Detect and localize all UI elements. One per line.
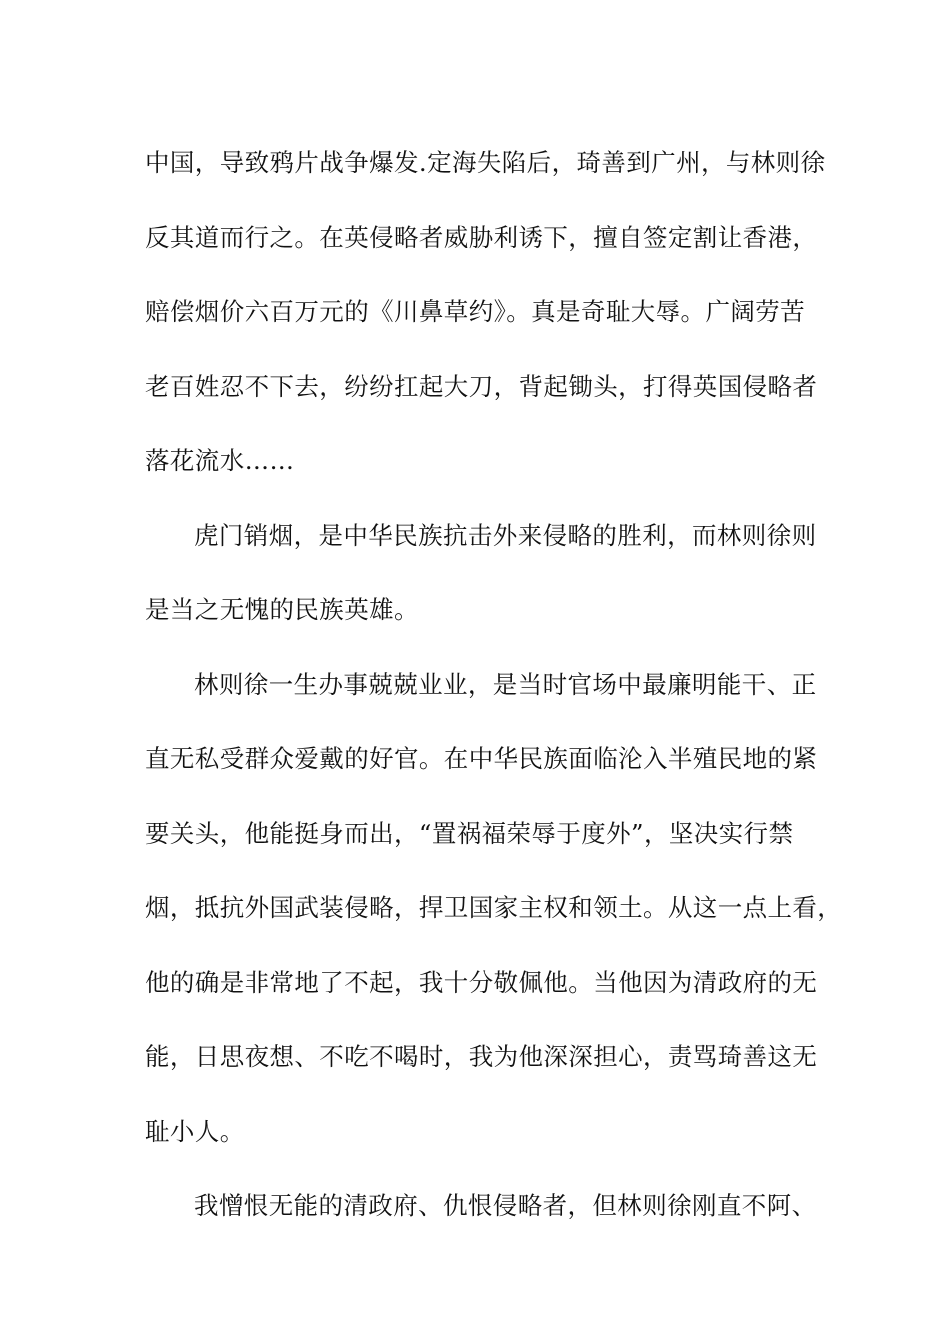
text-line: 能，日思夜想、不吃不喝时，我为他深深担心，责骂琦善这无 [145,1042,818,1071]
text-line: 反其道而行之。在英侵略者威胁利诱下，擅自签定割让香港， [145,222,818,252]
paragraph-first-line: 林则徐一生办事兢兢业业，是当时官场中最廉明能干、正 [194,669,817,699]
text-line: 直无私受群众爱戴的好官。在中华民族面临沦入半殖民地的紧 [145,744,818,773]
text-line: 他的确是非常地了不起，我十分敬佩他。当他因为清政府的无 [145,967,818,997]
text-line: 烟，抵抗外国武装侵略，捍卫国家主权和领土。从这一点上看， [145,893,843,922]
text-line: 耻小人。 [145,1116,245,1146]
text-line: 要关头，他能挺身而出，“置祸福荣辱于度外”，坚决实行禁 [145,818,794,848]
paragraph-first-line: 我憎恨无能的清政府、仇恨侵略者，但林则徐刚直不阿、 [194,1191,817,1220]
body-text [145,126,843,1244]
text-line: 中国，导致鸦片战争爆发.定海失陷后，琦善到广州，与林则徐 [145,148,826,177]
paragraph-first-line: 虎门销烟，是中华民族抗击外来侵略的胜利，而林则徐则 [194,520,817,550]
text-line: 老百姓忍不下去，纷纷扛起大刀，背起锄头，打得英国侵略者 [145,371,818,401]
text-line: 是当之无愧的民族英雄。 [145,595,419,624]
text-line: 赔偿烟价六百万元的《川鼻草约》。真是奇耻大辱。广阔劳苦 [145,297,806,326]
text-line: 落花流水…… [145,446,295,475]
